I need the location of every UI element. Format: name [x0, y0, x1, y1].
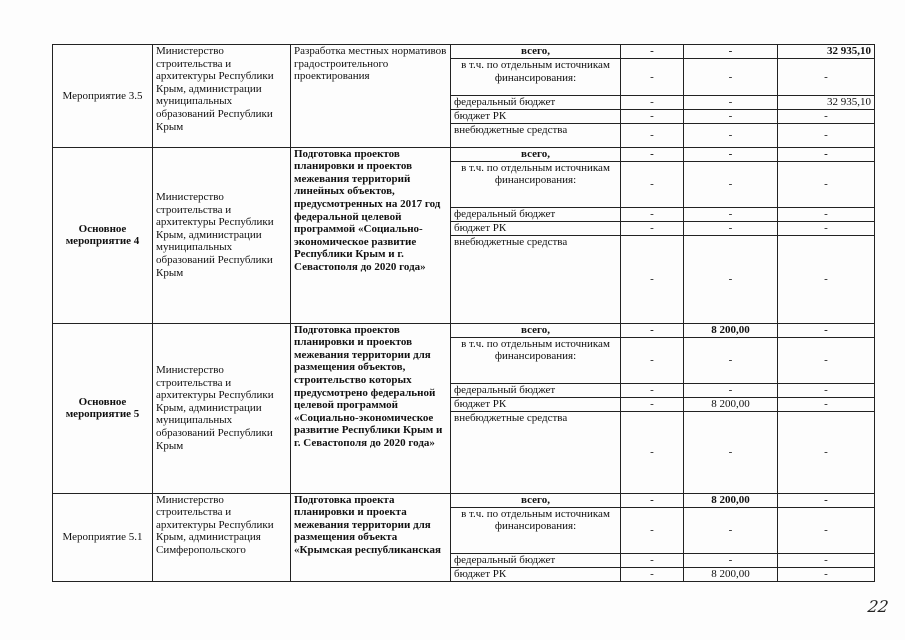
funding-source-cell: всего, — [451, 493, 621, 507]
amount-cell-v2: - — [684, 337, 778, 383]
amount-cell-v2: 8 200,00 — [684, 493, 778, 507]
amount-cell-v1: - — [621, 567, 684, 581]
amount-cell-v2: 8 200,00 — [684, 323, 778, 337]
amount-cell-v3: - — [778, 493, 875, 507]
amount-cell-v2: - — [684, 411, 778, 493]
funding-source-cell: бюджет РК — [451, 221, 621, 235]
funding-source-cell: всего, — [451, 45, 621, 59]
amount-cell-v2: - — [684, 59, 778, 96]
amount-cell-v1: - — [621, 96, 684, 110]
table-row — [53, 45, 875, 59]
amount-cell-v2: - — [684, 383, 778, 397]
event-cell: Основное мероприятие 4 — [53, 147, 153, 323]
amount-cell-v3: - — [778, 110, 875, 124]
table-row — [53, 147, 875, 161]
amount-cell-v1: - — [621, 397, 684, 411]
funding-source-cell: федеральный бюджет — [451, 553, 621, 567]
amount-cell-v2: - — [684, 123, 778, 147]
amount-cell-v3: 32 935,10 — [778, 96, 875, 110]
activity-name-cell: Разработка местных нормативов градостроительного проектирования — [291, 45, 451, 148]
funding-source-cell: федеральный бюджет — [451, 383, 621, 397]
amount-cell-v3: 32 935,10 — [778, 45, 875, 59]
amount-cell-v2: 8 200,00 — [684, 567, 778, 581]
amount-cell-v1: - — [621, 161, 684, 207]
table-body — [53, 45, 875, 582]
funding-source-cell: федеральный бюджет — [451, 207, 621, 221]
event-cell: Мероприятие 3.5 — [53, 45, 153, 148]
amount-cell-v3: - — [778, 383, 875, 397]
funding-source-cell: всего, — [451, 323, 621, 337]
amount-cell-v3: - — [778, 207, 875, 221]
amount-cell-v3: - — [778, 337, 875, 383]
funding-source-cell: бюджет РК — [451, 110, 621, 124]
amount-cell-v2: - — [684, 553, 778, 567]
amount-cell-v2: - — [684, 45, 778, 59]
amount-cell-v2: - — [684, 221, 778, 235]
funding-source-cell: внебюджетные средства — [451, 123, 621, 147]
funding-source-cell: внебюджетные средства — [451, 411, 621, 493]
amount-cell-v1: - — [621, 493, 684, 507]
amount-cell-v3: - — [778, 567, 875, 581]
amount-cell-v2: 8 200,00 — [684, 397, 778, 411]
executor-cell: Министерство строительства и архитектуры Республики Крым, администрации муниципальных образований Республики Крым — [153, 323, 291, 493]
amount-cell-v3: - — [778, 323, 875, 337]
executor-cell: Министерство строительства и архитектуры Республики Крым, администрации муниципальных образований Республики Крым — [153, 147, 291, 323]
page-number: 22 — [866, 597, 890, 616]
amount-cell-v1: - — [621, 323, 684, 337]
executor-cell: Министерство строительства и архитектуры Республики Крым, администрация Симферопольского — [153, 493, 291, 581]
activity-name-cell: Подготовка проектов планировки и проектов межевания территорий линейных объектов, предусмотренных на 2017 год федеральной целевой программой «Социально-экономическое развитие Республики Крым и г. Севастополя до 2020 года» — [291, 147, 451, 323]
amount-cell-v3: - — [778, 59, 875, 96]
amount-cell-v1: - — [621, 221, 684, 235]
funding-source-cell: внебюджетные средства — [451, 235, 621, 323]
amount-cell-v1: - — [621, 147, 684, 161]
amount-cell-v3: - — [778, 411, 875, 493]
amount-cell-v1: - — [621, 553, 684, 567]
table-row — [53, 323, 875, 337]
funding-source-cell: федеральный бюджет — [451, 96, 621, 110]
funding-source-cell: всего, — [451, 147, 621, 161]
amount-cell-v3: - — [778, 161, 875, 207]
amount-cell-v1: - — [621, 507, 684, 553]
amount-cell-v1: - — [621, 383, 684, 397]
funding-source-cell: в т.ч. по отдельным источникам финансирования: — [451, 161, 621, 207]
amount-cell-v2: - — [684, 161, 778, 207]
amount-cell-v3: - — [778, 507, 875, 553]
amount-cell-v3: - — [778, 221, 875, 235]
executor-cell: Министерство строительства и архитектуры Республики Крым, администрации муниципальных образований Республики Крым — [153, 45, 291, 148]
funding-source-cell: бюджет РК — [451, 567, 621, 581]
funding-source-cell: в т.ч. по отдельным источникам финансирования: — [451, 59, 621, 96]
funding-source-cell: в т.ч. по отдельным источникам финансирования: — [451, 507, 621, 553]
amount-cell-v2: - — [684, 147, 778, 161]
amount-cell-v1: - — [621, 110, 684, 124]
amount-cell-v3: - — [778, 397, 875, 411]
amount-cell-v3: - — [778, 123, 875, 147]
amount-cell-v1: - — [621, 123, 684, 147]
event-cell: Мероприятие 5.1 — [53, 493, 153, 581]
amount-cell-v2: - — [684, 207, 778, 221]
amount-cell-v2: - — [684, 96, 778, 110]
activity-name-cell: Подготовка проектов планировки и проектов межевания территории для размещения объектов, строительство которых предусмотрено федеральной целевой программой «Социально-экономическое развитие Республики Крым и г. Севастополя до 2020 года» — [291, 323, 451, 493]
amount-cell-v1: - — [621, 207, 684, 221]
table-row — [53, 493, 875, 507]
amount-cell-v2: - — [684, 110, 778, 124]
amount-cell-v3: - — [778, 147, 875, 161]
amount-cell-v2: - — [684, 235, 778, 323]
amount-cell-v1: - — [621, 59, 684, 96]
event-cell: Основное мероприятие 5 — [53, 323, 153, 493]
amount-cell-v1: - — [621, 337, 684, 383]
funding-source-cell: бюджет РК — [451, 397, 621, 411]
amount-cell-v1: - — [621, 235, 684, 323]
financing-table — [52, 44, 875, 582]
amount-cell-v3: - — [778, 235, 875, 323]
activity-name-cell: Подготовка проекта планировки и проекта межевания территории для размещения объекта «Крымская республиканская — [291, 493, 451, 581]
amount-cell-v3: - — [778, 553, 875, 567]
funding-source-cell: в т.ч. по отдельным источникам финансирования: — [451, 337, 621, 383]
amount-cell-v2: - — [684, 507, 778, 553]
amount-cell-v1: - — [621, 411, 684, 493]
amount-cell-v1: - — [621, 45, 684, 59]
